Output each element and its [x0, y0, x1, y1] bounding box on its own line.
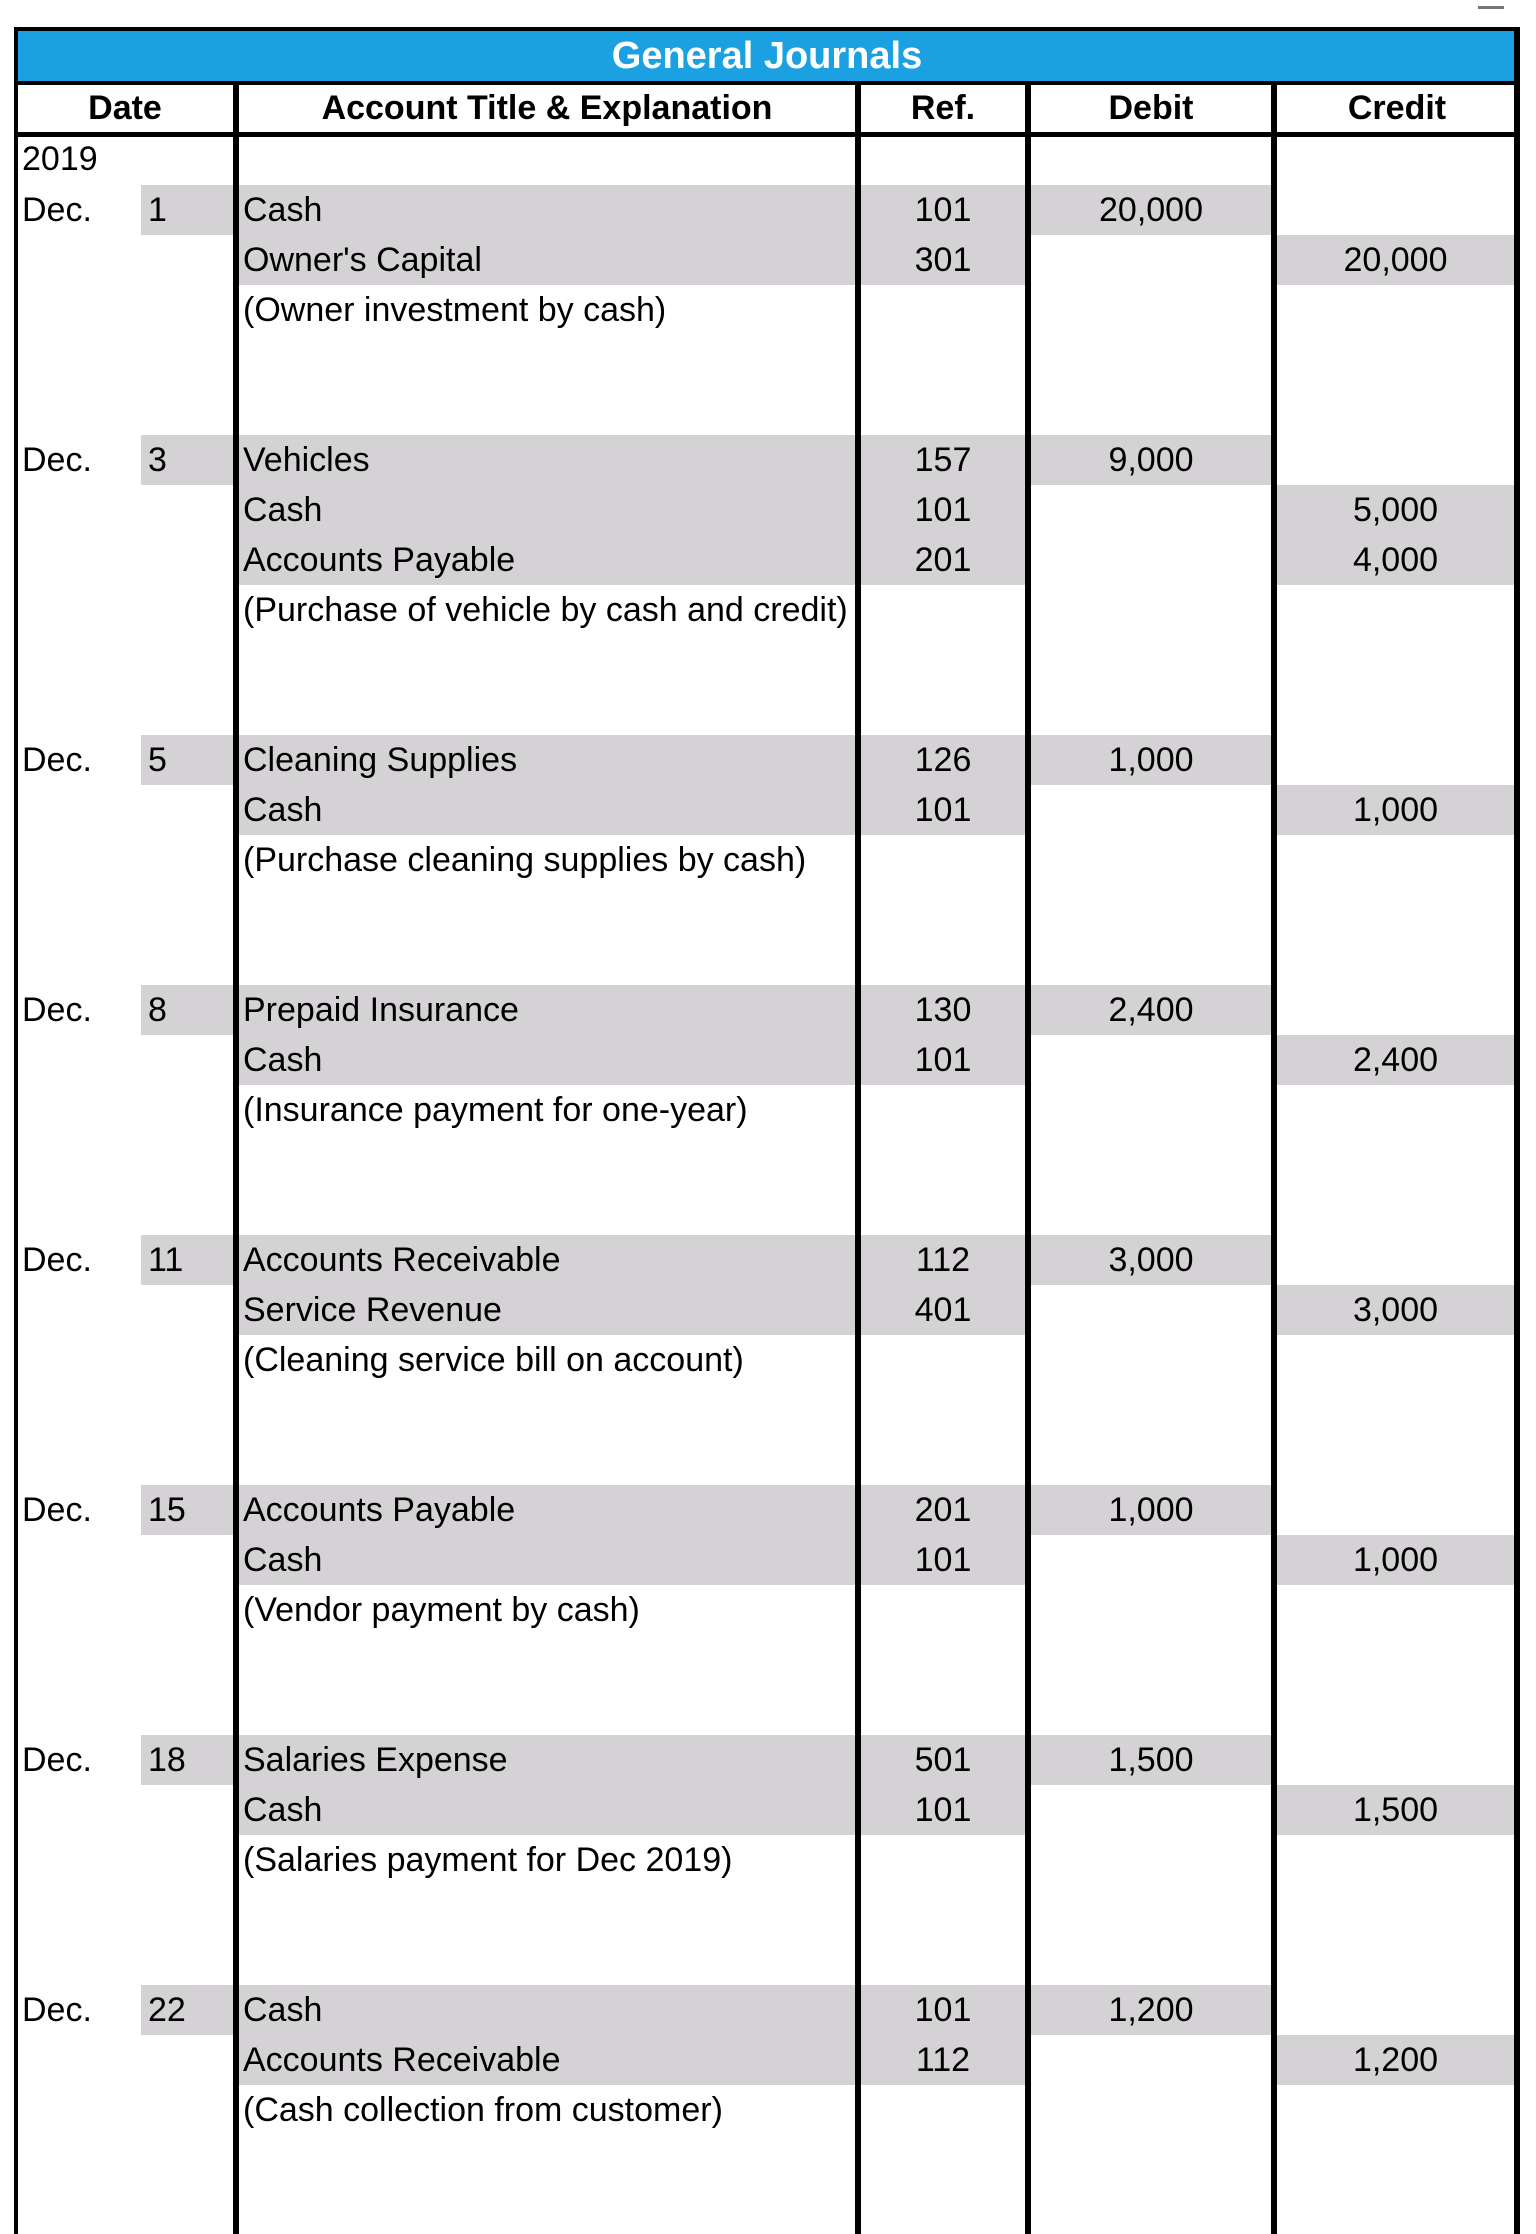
- entry-month: Dec.: [22, 1991, 92, 2029]
- credit-amount: [1277, 1735, 1514, 1785]
- page-title: General Journals: [611, 34, 923, 77]
- debit-amount: 2,400: [1108, 991, 1194, 1029]
- title-bar: [14, 27, 1520, 81]
- credit-amount: 5,000: [1352, 491, 1439, 529]
- column-line-date: [233, 81, 239, 2234]
- year-label: 2019: [22, 140, 98, 178]
- credit-amount: 3,000: [1352, 1291, 1439, 1329]
- credit-amount: 4,000: [1352, 541, 1439, 579]
- account-title: Service Revenue: [243, 1291, 502, 1329]
- entry-day: 5: [148, 741, 167, 779]
- account-title: Accounts Receivable: [243, 2041, 561, 2079]
- entry-explanation: (Vendor payment by cash): [243, 1591, 640, 1629]
- debit-amount: 1,000: [1108, 1491, 1194, 1529]
- ref-number: 101: [914, 1791, 972, 1829]
- credit-amount: 1,500: [1352, 1791, 1439, 1829]
- credit-amount: [1277, 1985, 1514, 2035]
- ref-number: 101: [914, 491, 972, 529]
- debit-amount: [1031, 485, 1271, 535]
- debit-amount: 9,000: [1108, 441, 1194, 479]
- debit-amount: [1031, 2035, 1271, 2085]
- credit-amount: 1,000: [1352, 791, 1439, 829]
- column-line-debit: [1271, 81, 1277, 2234]
- credit-amount: [1277, 735, 1514, 785]
- debit-amount: [1031, 785, 1271, 835]
- entry-explanation: (Cleaning service bill on account): [243, 1341, 744, 1379]
- column-line-left: [14, 81, 18, 2234]
- account-title: Prepaid Insurance: [243, 991, 519, 1029]
- entry-month: Dec.: [22, 1741, 92, 1779]
- entry-day: 15: [148, 1491, 186, 1529]
- account-title: Cash: [243, 191, 323, 229]
- credit-amount: 1,000: [1352, 1541, 1439, 1579]
- account-title: Cash: [243, 1791, 323, 1829]
- entry-explanation: (Insurance payment for one-year): [243, 1091, 748, 1129]
- entry-month: Dec.: [22, 1491, 92, 1529]
- entry-month: Dec.: [22, 191, 92, 229]
- debit-amount: [1031, 535, 1271, 585]
- entry-day: 18: [148, 1741, 186, 1779]
- ref-number: 157: [914, 441, 972, 479]
- account-title: Cleaning Supplies: [243, 741, 518, 779]
- ref-number: 301: [914, 241, 972, 279]
- header-account: Account Title & Explanation: [236, 81, 858, 137]
- column-line-ref: [1025, 81, 1031, 2234]
- account-title: Accounts Receivable: [243, 1241, 561, 1279]
- debit-amount: 20,000: [1099, 191, 1203, 229]
- debit-amount: 1,000: [1108, 741, 1194, 779]
- entry-explanation: (Purchase cleaning supplies by cash): [243, 841, 807, 879]
- ref-number: 126: [914, 741, 972, 779]
- entry-day: 3: [148, 441, 167, 479]
- account-title: Owner's Capital: [243, 241, 482, 279]
- account-title: Cash: [243, 791, 323, 829]
- entry-day: 1: [148, 191, 167, 229]
- debit-amount: [1031, 1785, 1271, 1835]
- debit-amount: [1031, 1035, 1271, 1085]
- debit-amount: [1031, 1535, 1271, 1585]
- credit-amount: [1277, 185, 1514, 235]
- credit-amount: [1277, 435, 1514, 485]
- account-title: Accounts Payable: [243, 1491, 516, 1529]
- entry-month: Dec.: [22, 1241, 92, 1279]
- ref-number: 101: [914, 1991, 972, 2029]
- ref-number: 501: [914, 1741, 972, 1779]
- ref-number: 101: [914, 1541, 972, 1579]
- ref-number: 112: [915, 1241, 971, 1279]
- corner-mark: [1478, 6, 1504, 9]
- credit-amount: [1277, 985, 1514, 1035]
- entry-day: 11: [148, 1241, 184, 1279]
- credit-amount: 1,200: [1352, 2041, 1439, 2079]
- account-title: Accounts Payable: [243, 541, 516, 579]
- entry-month: Dec.: [22, 991, 92, 1029]
- header-date: Date: [14, 81, 236, 137]
- entry-explanation: (Purchase of vehicle by cash and credit): [243, 591, 848, 629]
- credit-amount: [1277, 1235, 1514, 1285]
- entry-day: 8: [148, 991, 167, 1029]
- ref-number: 101: [914, 1041, 972, 1079]
- ref-number: 130: [914, 991, 972, 1029]
- account-title: Cash: [243, 1991, 323, 2029]
- debit-amount: [1031, 1285, 1271, 1335]
- ref-number: 401: [914, 1291, 972, 1329]
- debit-amount: 3,000: [1108, 1241, 1194, 1279]
- credit-amount: 20,000: [1343, 241, 1448, 279]
- entry-explanation: (Cash collection from customer): [243, 2091, 723, 2129]
- credit-amount: 2,400: [1352, 1041, 1439, 1079]
- debit-amount: 1,200: [1108, 1991, 1194, 2029]
- entry-month: Dec.: [22, 741, 92, 779]
- debit-amount: 1,500: [1108, 1741, 1194, 1779]
- ref-number: 112: [915, 2041, 971, 2079]
- account-title: Cash: [243, 491, 323, 529]
- ref-number: 101: [914, 191, 972, 229]
- account-title: Cash: [243, 1041, 323, 1079]
- column-line-account: [855, 81, 861, 2234]
- header-debit: Debit: [1028, 81, 1274, 137]
- ref-number: 201: [914, 541, 972, 579]
- account-title: Cash: [243, 1541, 323, 1579]
- account-title: Vehicles: [243, 441, 370, 479]
- account-title: Salaries Expense: [243, 1741, 508, 1779]
- header-ref: Ref.: [858, 81, 1028, 137]
- debit-amount: [1031, 235, 1271, 285]
- entry-explanation: (Owner investment by cash): [243, 291, 667, 329]
- credit-amount: [1277, 1485, 1514, 1535]
- header-credit: Credit: [1274, 81, 1520, 137]
- entry-explanation: (Salaries payment for Dec 2019): [243, 1841, 733, 1879]
- entry-month: Dec.: [22, 441, 92, 479]
- ref-number: 101: [914, 791, 972, 829]
- column-line-right: [1514, 27, 1520, 2234]
- ref-number: 201: [914, 1491, 972, 1529]
- entry-day: 22: [148, 1991, 186, 2029]
